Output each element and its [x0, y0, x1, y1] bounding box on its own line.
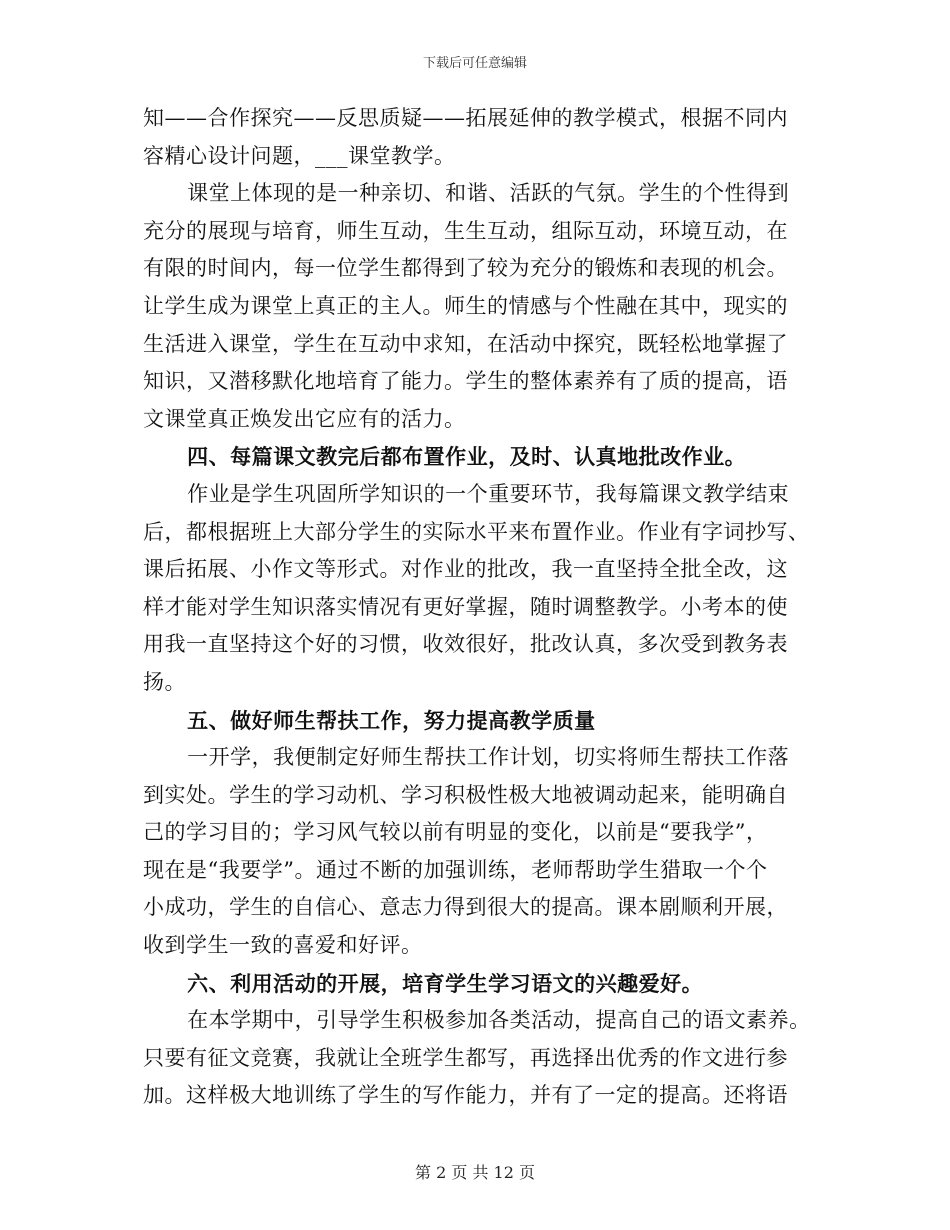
text-line: 作业是学生巩固所学知识的一个重要环节，我每篇课文教学结束: [187, 481, 790, 506]
text-line: 课后拓展、小作文等形式。对作业的批改，我一直坚持全批全改，这: [143, 557, 788, 582]
text-line: 知——合作探究——反思质疑——拓展延伸的教学模式，根据不同内: [143, 106, 788, 130]
text-line: 现在是“我要学”。通过不断的加强训练，老师帮助学生猎取一个个: [143, 857, 768, 882]
text-line: 只要有征文竞赛，我就让全班学生都写，再选择出优秀的作文进行参: [143, 1045, 788, 1070]
text-line: 样才能对学生知识落实情况有更好掌握，随时调整教学。小考本的使: [143, 594, 788, 619]
text-line: 扬。: [143, 669, 186, 694]
text-line: 容精心设计问题，___课堂教学。: [143, 143, 456, 168]
text-line: 知识，又潜移默化地培育了能力。学生的整体素养有了质的提高，语: [143, 369, 788, 394]
text-line: 收到学生一致的喜爱和好评。: [143, 933, 423, 958]
text-line: 充分的展现与培育，师生互动，生生互动，组际互动，环境互动，在: [143, 218, 788, 243]
text-line: 到实处。学生的学习动机、学习积极性极大地被调动起来，能明确自: [143, 782, 788, 807]
text-line: 让学生成为课堂上真正的主人。师生的情感与个性融在其中，现实的: [143, 293, 788, 318]
document-body: [143, 100, 813, 1115]
text-line: 课堂上体现的是一种亲切、和谐、活跃的气氛。学生的个性得到: [187, 181, 790, 206]
text-line: 用我一直坚持这个好的习惯，收效很好，批改认真，多次受到教务表: [143, 632, 788, 657]
text-line: 有限的时间内，每一位学生都得到了较为充分的锻炼和表现的机会。: [143, 256, 788, 281]
text-line: 己的学习目的；学习风气较以前有明显的变化，以前是“要我学”，: [143, 820, 768, 845]
text-line: 文课堂真正焕发出它应有的活力。: [143, 406, 466, 431]
section-heading: 四、每篇课文教完后都布置作业，及时、认真地批改作业。: [187, 444, 747, 470]
text-line: 一开学，我便制定好师生帮扶工作计划，切实将师生帮扶工作落: [187, 745, 790, 770]
text-line: 生活进入课堂，学生在互动中求知，在活动中探究，既轻松地掌握了: [143, 331, 788, 356]
text-line: 加。这样极大地训练了学生的写作能力，并有了一定的提高。还将语: [143, 1083, 788, 1108]
section-heading: 六、利用活动的开展，培育学生学习语文的兴趣爱好。: [187, 970, 704, 996]
text-line: 小成功，学生的自信心、意志力得到很大的提高。课本剧顺利开展，: [143, 895, 788, 920]
text-line: 在本学期中，引导学生积极参加各类活动，提高自己的语文素养。: [187, 1008, 811, 1033]
page-footer: 第 2 页 共 12 页: [415, 1163, 535, 1182]
section-heading: 五、做好师生帮扶工作，努力提高教学质量: [187, 707, 596, 733]
page-header: 下载后可任意编辑: [422, 56, 527, 71]
text-line: 后，都根据班上大部分学生的实际水平来布置作业。作业有字词抄写、: [143, 519, 810, 544]
